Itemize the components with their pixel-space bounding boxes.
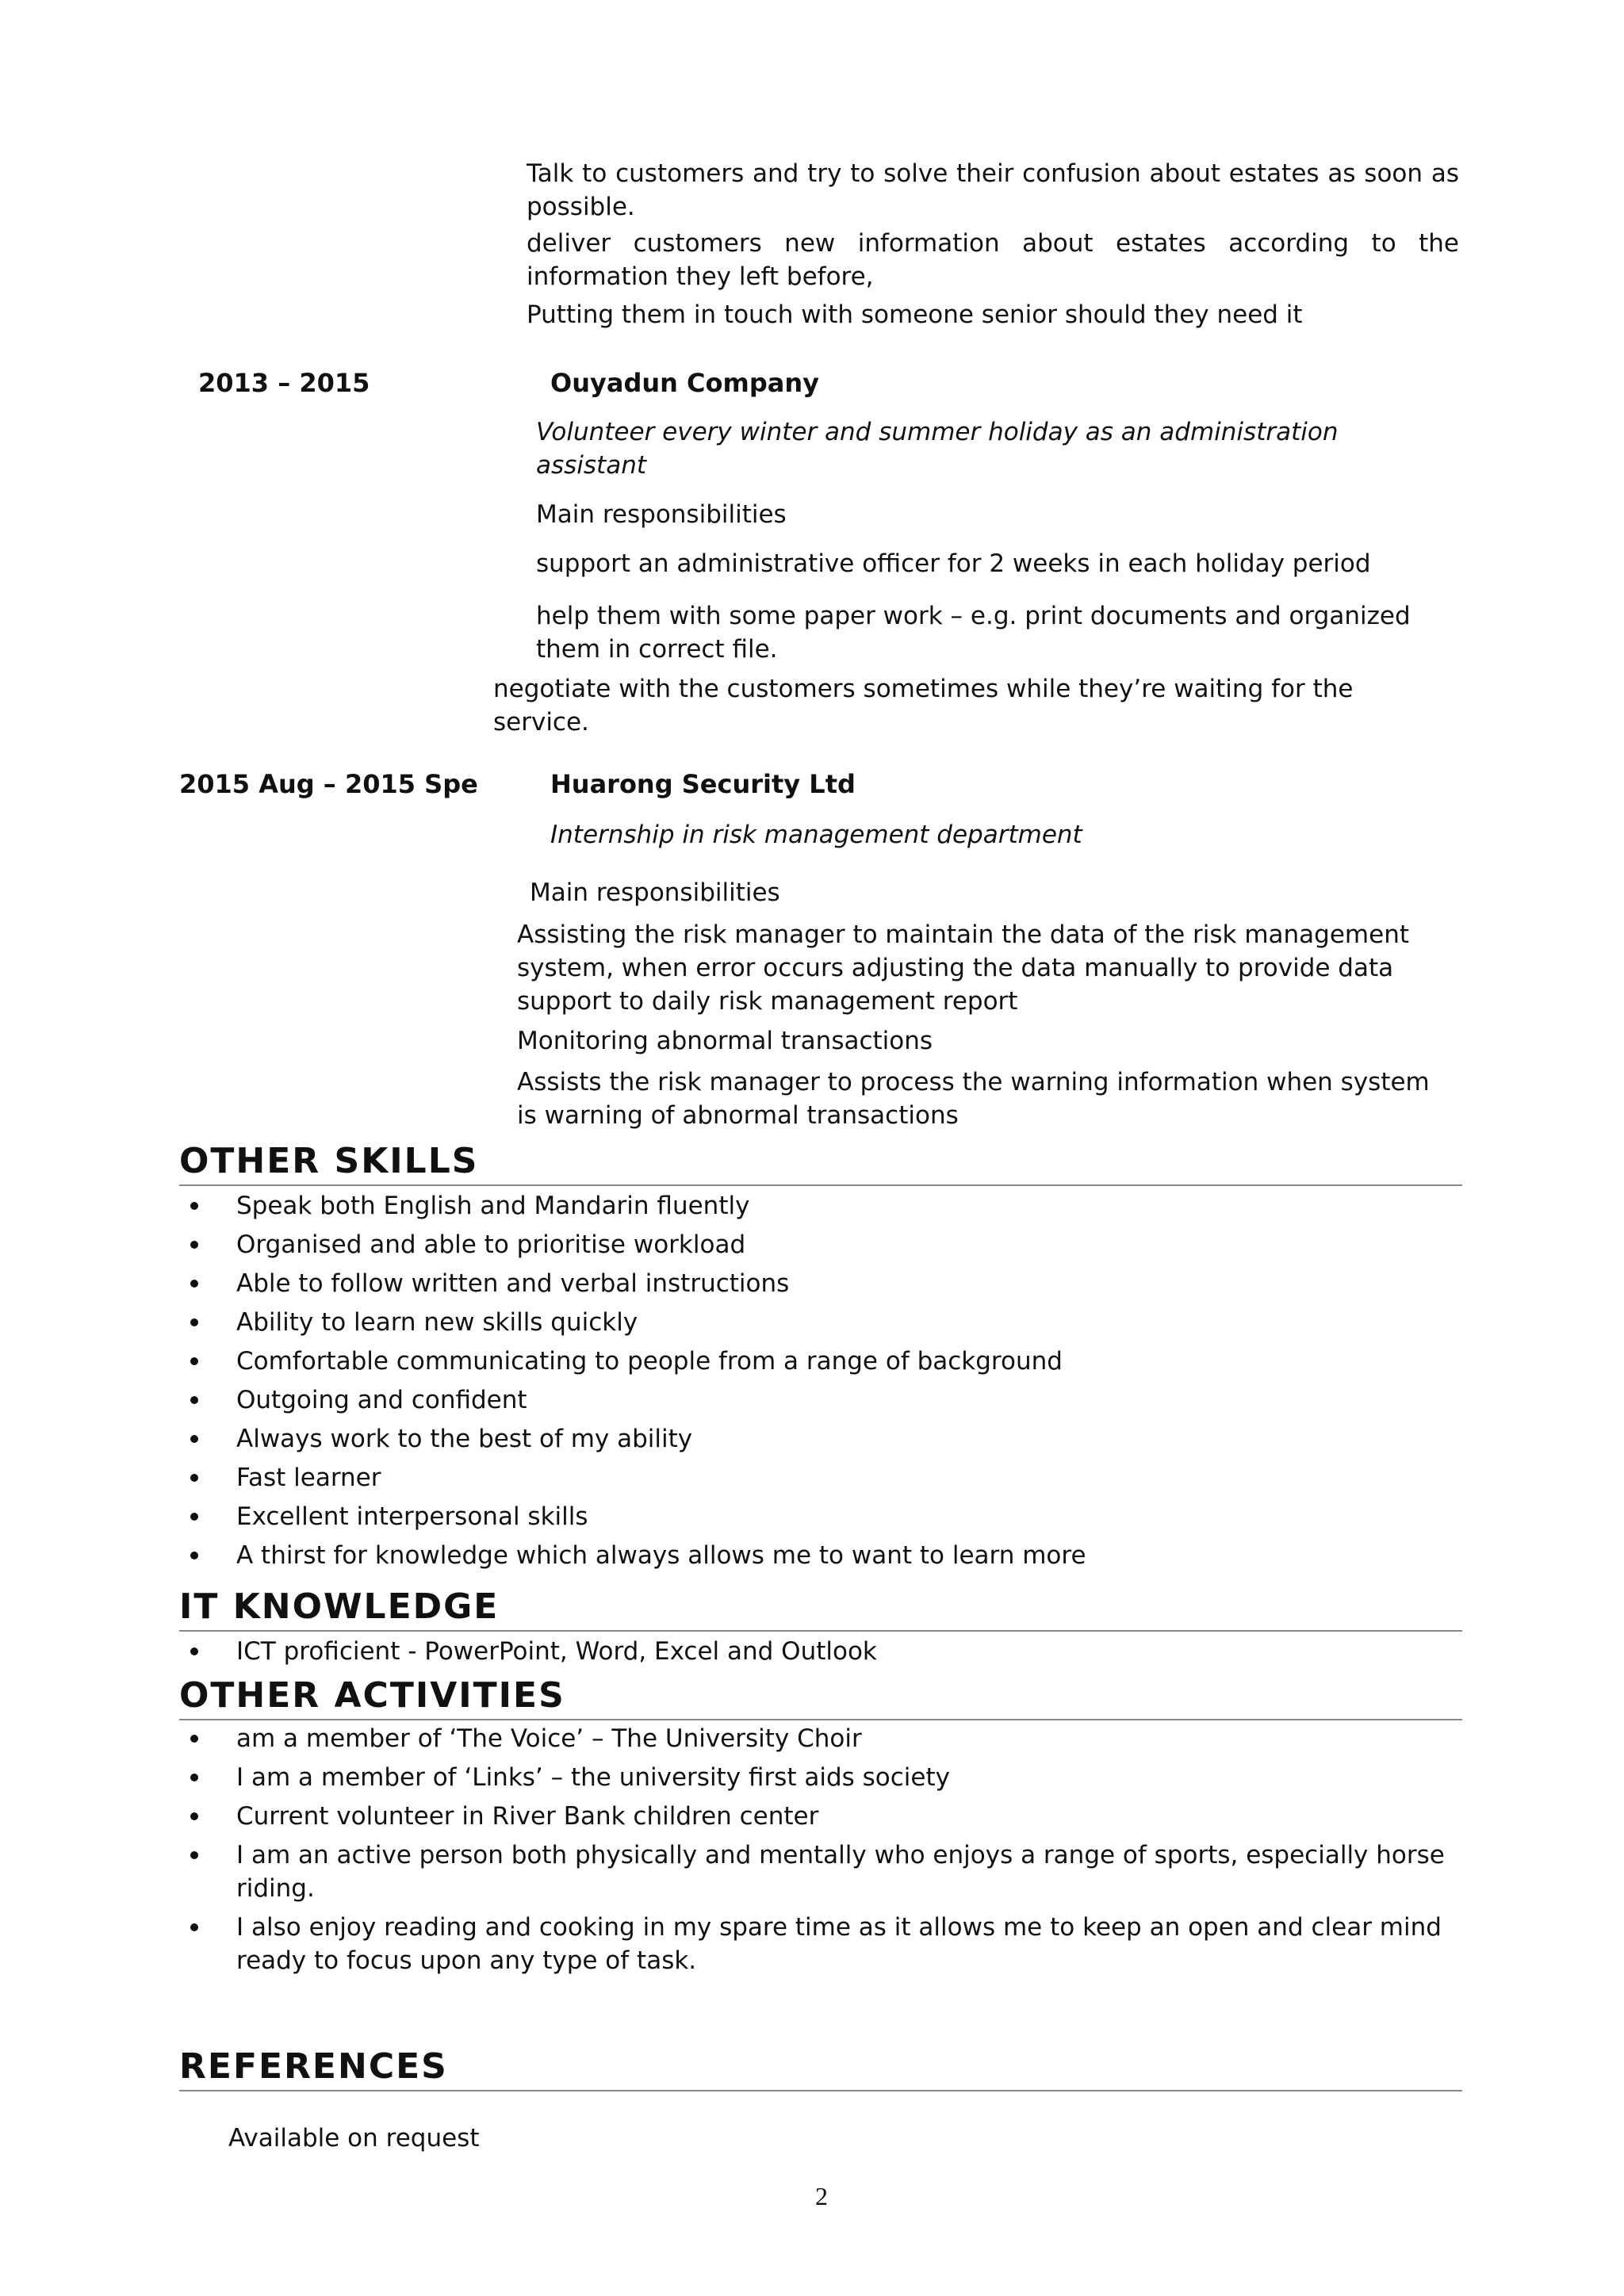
section-heading-references: REFERENCES	[179, 2045, 1462, 2091]
activities-list	[179, 1722, 1456, 1983]
responsibilities-label: Main responsibilities	[530, 878, 780, 907]
job-role: Volunteer every winter and summer holiday as an administration assistant	[536, 418, 1339, 480]
it-item: ICT proficient - PowerPoint, Word, Excel and Outlook	[179, 1635, 1456, 1668]
duty-line: Talk to customers and try to solve their confusion about estates as soon as possible.	[527, 159, 1459, 221]
skill-item: A thirst for knowledge which always allows me to want to learn more	[179, 1539, 1456, 1572]
responsibilities-label: Main responsibilities	[536, 500, 787, 529]
duty-line: Putting them in touch with someone senior should they need it	[527, 300, 1303, 329]
skill-item: Fast learner	[179, 1461, 1456, 1494]
skill-item: Organised and able to prioritise workload	[179, 1228, 1456, 1261]
job-dates: 2015 Aug – 2015 Spe	[179, 769, 478, 799]
responsibility-item: help them with some paper work – e.g. print documents and organized them in correct file.	[536, 602, 1411, 664]
job-company: Huarong Security Ltd	[550, 769, 856, 799]
activity-item: I am an active person both physically and mentally who enjoys a range of sports, especially horse riding.	[179, 1839, 1456, 1905]
responsibility-item: Assisting the risk manager to maintain the data of the risk management system, when error occurs adjusting the data manually to provide data support to daily risk management report	[517, 920, 1409, 1016]
activity-item: I am a member of ‘Links’ – the university first aids society	[179, 1761, 1456, 1794]
skills-list	[179, 1189, 1456, 1578]
job-company: Ouyadun Company	[550, 368, 819, 398]
responsibility-item: support an administrative officer for 2 weeks in each holiday period	[536, 549, 1371, 578]
job-dates: 2013 – 2015	[198, 368, 370, 398]
activity-item: I also enjoy reading and cooking in my spare time as it allows me to keep an open and clear mind ready to focus upon any type of task.	[179, 1911, 1456, 1977]
activity-item: am a member of ‘The Voice’ – The University Choir	[179, 1722, 1456, 1755]
job-role: Internship in risk management department	[550, 821, 1082, 849]
page-number: 2	[815, 2182, 828, 2210]
it-list	[179, 1635, 1456, 1674]
references-text: Available on request	[228, 2124, 480, 2152]
responsibility-item: Monitoring abnormal transactions	[517, 1027, 933, 1055]
activity-item: Current volunteer in River Bank children center	[179, 1800, 1456, 1833]
skill-item: Excellent interpersonal skills	[179, 1500, 1456, 1533]
section-heading-it-knowledge: IT KNOWLEDGE	[179, 1586, 1462, 1632]
skill-item: Comfortable communicating to people from a range of background	[179, 1345, 1456, 1378]
responsibility-item: Assists the risk manager to process the warning information when system is warning of abnormal transactions	[517, 1068, 1430, 1130]
skill-item: Able to follow written and verbal instructions	[179, 1267, 1456, 1300]
skill-item: Always work to the best of my ability	[179, 1422, 1456, 1456]
section-heading-other-activities: OTHER ACTIVITIES	[179, 1674, 1462, 1720]
skill-item: Outgoing and confident	[179, 1383, 1456, 1417]
section-heading-other-skills: OTHER SKILLS	[179, 1140, 1462, 1186]
responsibility-item: negotiate with the customers sometimes while they’re waiting for the service.	[493, 675, 1354, 737]
skill-item: Ability to learn new skills quickly	[179, 1306, 1456, 1339]
skill-item: Speak both English and Mandarin fluently	[179, 1189, 1456, 1223]
duty-line: deliver customers new information about estates according to the information they left before,	[527, 229, 1459, 291]
